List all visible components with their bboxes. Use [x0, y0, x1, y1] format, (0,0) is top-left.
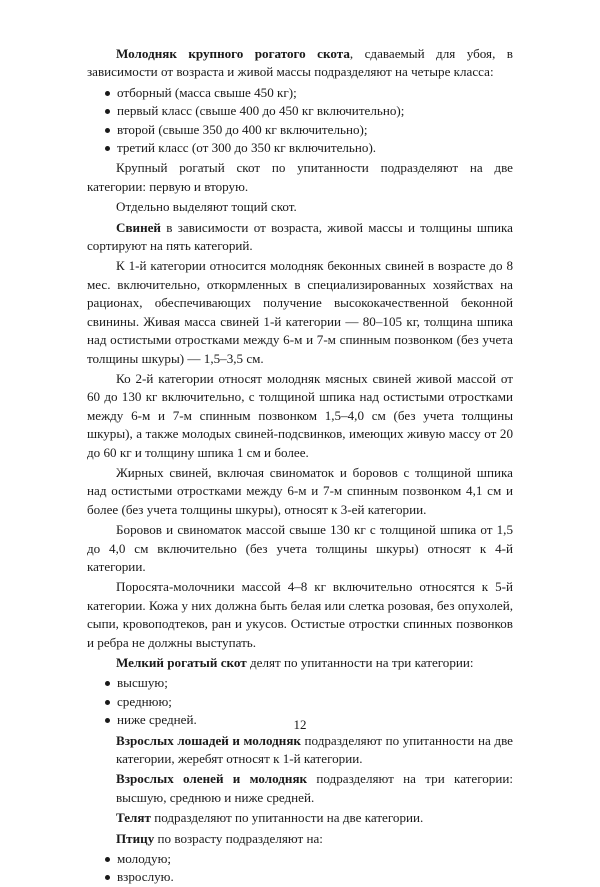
paragraph-text: делят по упитанности на три категории: — [246, 655, 474, 670]
paragraph-text: в зависимости от возраста, живой массы и толщины шпика сортируют на пять категорий. — [87, 219, 513, 254]
page-number: 12 — [293, 717, 307, 732]
list-item: второй (свыше 350 до 400 кг включительно); — [87, 121, 513, 139]
paragraph-deer — [87, 770, 513, 807]
poultry-category-list — [87, 850, 513, 887]
list-item: первый класс (свыше 400 до 450 кг включительно); — [87, 102, 513, 120]
list-item: отборный (масса свыше 450 кг); — [87, 84, 513, 102]
term-deer: Взрослых оленей и молодняк — [116, 771, 308, 787]
term-horses: Взрослых лошадей и молодняк — [116, 732, 301, 748]
paragraph-cattle-categories: Крупный рогатый скот по упитанности подразделяют на две категории: первую и вторую. — [87, 160, 513, 194]
paragraph-small-cattle — [87, 654, 513, 672]
paragraph-horses — [87, 732, 513, 769]
paragraph-text: подразделяют на три категории: высшую, среднюю и ниже средней. — [116, 771, 513, 805]
paragraph-text: по возрасту подразделяют на: — [154, 830, 323, 846]
list-item: высшую; — [87, 674, 513, 692]
paragraph-young-cattle — [87, 45, 513, 82]
paragraph-pig-category-3: Жирных свиней, включая свиноматок и боровов с толщиной шпика над остистыми отростками между 6-м и 7-м спинным позвонком 4,1 см и более (без учета толщины шкуры), относят к 3-ей категории. — [87, 464, 513, 517]
term-calves: Телят — [116, 810, 151, 826]
paragraph-poultry — [87, 830, 513, 848]
list-item: среднюю; — [87, 693, 513, 711]
list-item: ниже средней. — [87, 711, 513, 729]
paragraph-pig-category-2: Ко 2-й категории относят молодняк мясных свиней живой массой от 60 до 130 кг включительно, с толщиной шпика над остистыми отростками между 6-м и 7-м спинным позвонком 1,5–4,0 см (без учета толщины шкуры), а также молодых свиней-подсвинков, имеющих живую массу от 20 до 60 кг и толщину шпика 1 см и более. — [87, 370, 513, 460]
paragraph-text: , сдаваемый для убоя, в зависимости от возраста и живой массы подразделяют на четыре класса: — [87, 46, 513, 80]
paragraph-text: подразделяют по упитанности на две категории, жеребят относят к 1-й категории. — [116, 732, 513, 767]
list-item: третий класс (от 300 до 350 кг включительно). — [87, 139, 513, 157]
term-small-cattle: Мелкий рогатый скот — [116, 655, 247, 670]
term-pigs: Свиней — [116, 219, 161, 235]
term-young-cattle: Молодняк крупного рогатого скота — [116, 46, 350, 61]
paragraph-text: подразделяют по упитанности на две категории. — [150, 810, 424, 826]
cattle-class-list — [87, 84, 513, 158]
term-poultry: Птицу — [116, 830, 155, 846]
paragraph-pigs — [87, 219, 513, 256]
paragraph-pig-category-4: Боровов и свиноматок массой свыше 130 кг с толщиной шпика от 1,5 до 4,0 см включительно (без учета толщины шкуры) относят к 4-й категории. — [87, 522, 513, 574]
paragraph-pig-category-1: К 1-й категории относится молодняк беконных свиней в возрасте до 8 мес. включительно, откормленных в специализированных хозяйствах на рационах, обеспечивающих получение высококачественной беконной свинины. Живая масса свиней 1-й категории — 80–105 кг, толщина шпика над остистыми отростками между 6-м и 7-м спинным позвонком (без учета толщины шкуры) — 1,5–3,5 см. — [87, 258, 513, 366]
paragraph-calves — [87, 809, 513, 827]
paragraph-pig-category-5: Поросята-молочники массой 4–8 кг включительно относятся к 5-й категории. Кожа у них должна быть белая или слетка розовая, без опухолей, сыпи, кровоподтеков, ран и укусов. Остистые отростки спинных позвонков и ребра не должны выступать. — [87, 579, 513, 650]
paragraph-lean-cattle: Отдельно выделяют тощий скот. — [116, 199, 297, 215]
list-item: взрослую. — [87, 868, 513, 886]
list-item: молодую; — [87, 850, 513, 868]
